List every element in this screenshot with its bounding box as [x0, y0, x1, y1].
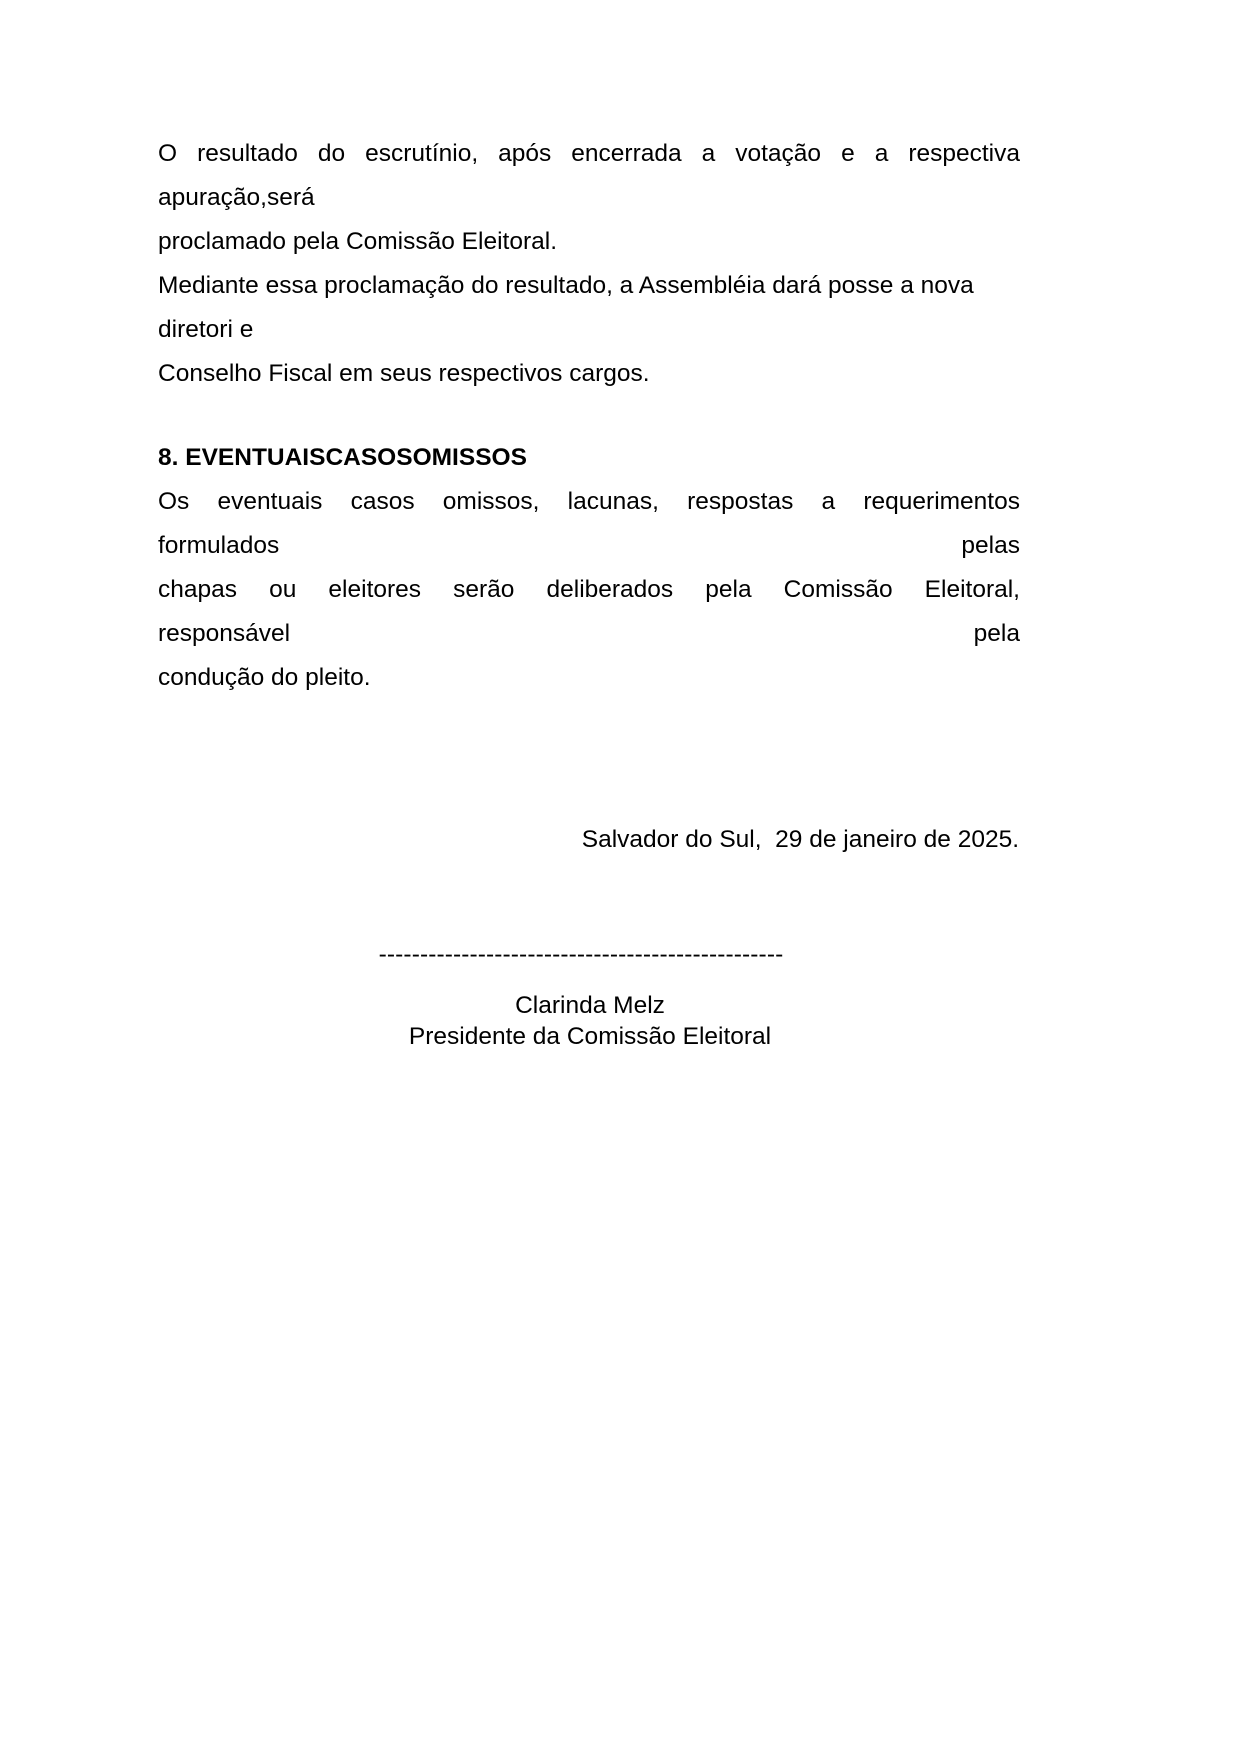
place-and-date: Salvador do Sul, 29 de janeiro de 2025. — [581, 826, 1019, 853]
paragraph-result-proclamation — [158, 132, 1034, 264]
signatory-name: Clarinda Melz — [515, 992, 665, 1019]
document-body — [158, 132, 1034, 1052]
signature-line-divider: ------------------------------------------------- — [378, 941, 784, 968]
spacer — [158, 396, 1020, 436]
paragraph-line: chapas ou eleitores serão deliberados pela Comissão Eleitoral, responsável pela — [158, 576, 1034, 647]
section-heading-eventuais-casos-omissos: 8. EVENTUAISCASOSOMISSOS — [158, 444, 527, 471]
paragraph-line: proclamado pela Comissão Eleitoral. — [158, 228, 557, 255]
spacer — [158, 970, 1020, 990]
spacer — [158, 862, 1020, 940]
paragraph-line: Mediante essa proclamação do resultado, a Assembléia dará posse a nova diretori e — [158, 272, 981, 343]
paragraph-line: condução do pleito. — [158, 664, 371, 691]
paragraph-line: Conselho Fiscal em seus respectivos cargos. — [158, 360, 650, 387]
paragraph-possession — [158, 264, 1020, 396]
paragraph-omissions — [158, 480, 1034, 700]
spacer — [158, 700, 1020, 818]
paragraph-line: O resultado do escrutínio, após encerrada a votação e a respectiva apuração,será — [158, 140, 1034, 211]
signature-block — [158, 940, 1020, 1052]
paragraph-line: Os eventuais casos omissos, lacunas, respostas a requerimentos formulados pelas — [158, 488, 1034, 559]
signatory-role: Presidente da Comissão Eleitoral — [408, 1023, 772, 1050]
